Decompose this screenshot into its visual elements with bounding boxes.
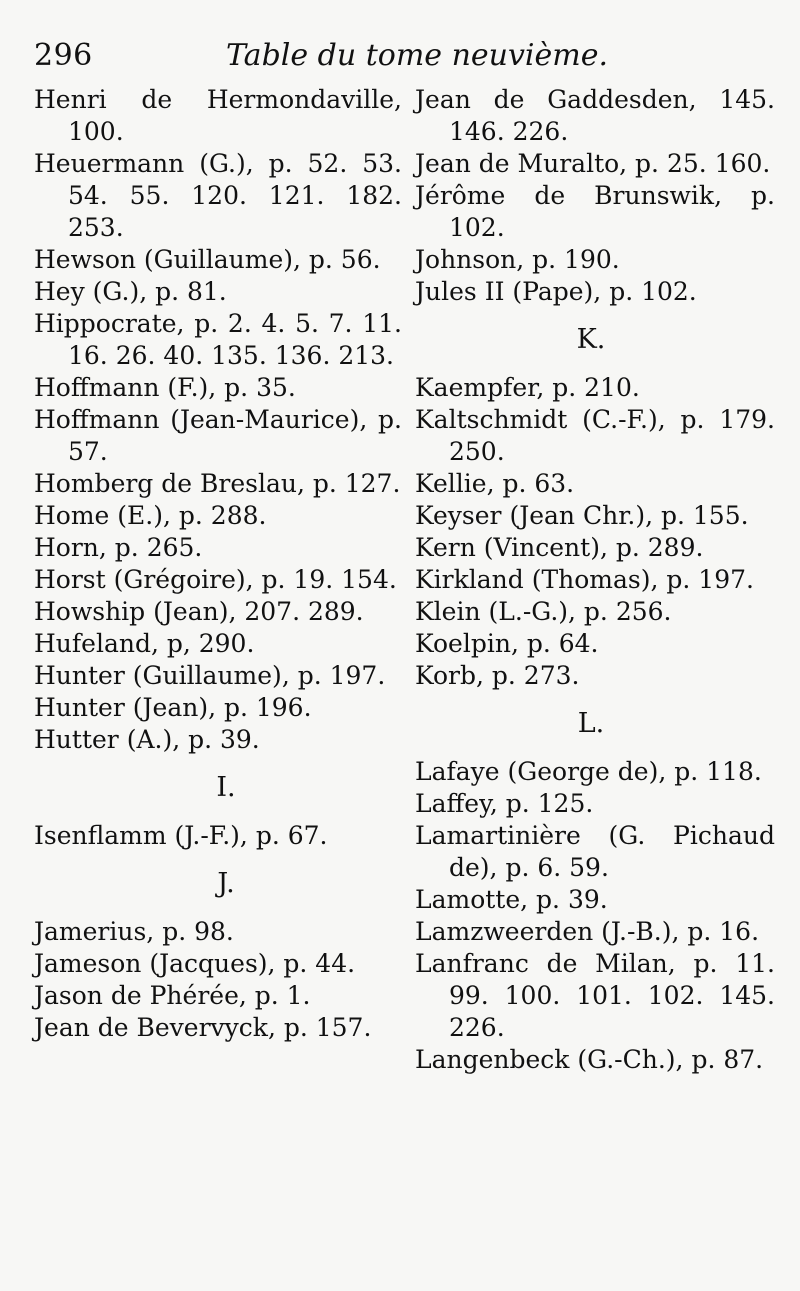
index-entry: Horn, p. 265. <box>34 533 203 562</box>
index-entry: Hunter (Jean), p. 196. <box>34 693 312 722</box>
page-number: 296 <box>34 38 93 73</box>
index-entry: Hoffmann (Jean-Maurice), p. 57. <box>34 405 402 466</box>
section-letter: J. <box>217 868 235 899</box>
section-letter: I. <box>216 772 236 803</box>
index-entry: Hewson (Guillaume), p. 56. <box>34 245 381 274</box>
section-letter: K. <box>576 324 606 355</box>
index-entry: Jameson (Jacques), p. 44. <box>34 949 356 978</box>
index-entry: Jérôme de Brunswik, p. 102. <box>415 181 775 242</box>
index-entry: Johnson, p. 190. <box>415 245 620 274</box>
index-entry: Laffey, p. 125. <box>415 789 594 818</box>
index-entry: Jamerius, p. 98. <box>34 917 234 946</box>
index-entry: Jean de Bevervyck, p. 157. <box>34 1013 372 1042</box>
index-entry: Keyser (Jean Chr.), p. 155. <box>415 501 749 530</box>
page-header <box>34 34 766 78</box>
index-entry: Jean de Gaddesden, 145. 146. 226. <box>415 85 775 146</box>
index-entry: Lamzweerden (J.-B.), p. 16. <box>415 917 760 946</box>
index-entry: Hoffmann (F.), p. 35. <box>34 373 296 402</box>
running-title: Table du tome neuvième. <box>226 38 609 73</box>
index-entry: Hufeland, p, 290. <box>34 629 255 658</box>
index-entry: Langenbeck (G.-Ch.), p. 87. <box>415 1045 764 1074</box>
index-entry: Lamartinière (G. Pichaud de), p. 6. 59. <box>415 821 775 882</box>
index-entry: Hutter (A.), p. 39. <box>34 725 260 754</box>
index-entry: Klein (L.-G.), p. 256. <box>415 597 672 626</box>
index-entry: Koelpin, p. 64. <box>415 629 599 658</box>
index-entry: Korb, p. 273. <box>415 661 580 690</box>
index-column-left <box>34 84 402 1044</box>
index-entry: Kern (Vincent), p. 289. <box>415 533 704 562</box>
index-column-right <box>415 84 775 1076</box>
index-entry: Howship (Jean), 207. 289. <box>34 597 364 626</box>
index-entry: Jason de Phérée, p. 1. <box>34 981 311 1010</box>
index-entry: Homberg de Breslau, p. 127. <box>34 469 401 498</box>
index-entry: Kellie, p. 63. <box>415 469 575 498</box>
index-entry: Hunter (Guillaume), p. 197. <box>34 661 386 690</box>
index-entry: Heuermann (G.), p. 52. 53. 54. 55. 120. 121. 182. 253. <box>34 149 402 242</box>
index-entry: Jules II (Pape), p. 102. <box>415 277 697 306</box>
index-entry: Hey (G.), p. 81. <box>34 277 227 306</box>
index-entry: Lafaye (George de), p. 118. <box>415 757 762 786</box>
index-entry: Isenflamm (J.-F.), p. 67. <box>34 821 328 850</box>
index-entry: Jean de Muralto, p. 25. 160. <box>415 149 771 178</box>
index-entry: Hippocrate, p. 2. 4. 5. 7. 11. 16. 26. 40. 135. 136. 213. <box>34 309 402 370</box>
index-entry: Henri de Hermondaville, 100. <box>34 85 402 146</box>
index-entry: Lamotte, p. 39. <box>415 885 608 914</box>
section-letter: L. <box>577 708 605 739</box>
index-entry: Kirkland (Thomas), p. 197. <box>415 565 754 594</box>
index-entry: Lanfranc de Milan, p. 11. 99. 100. 101. 102. 145. 226. <box>415 949 775 1042</box>
index-entry: Kaempfer, p. 210. <box>415 373 640 402</box>
index-entry: Home (E.), p. 288. <box>34 501 267 530</box>
index-entry: Kaltschmidt (C.-F.), p. 179. 250. <box>415 405 775 466</box>
index-entry: Horst (Grégoire), p. 19. 154. <box>34 565 397 594</box>
